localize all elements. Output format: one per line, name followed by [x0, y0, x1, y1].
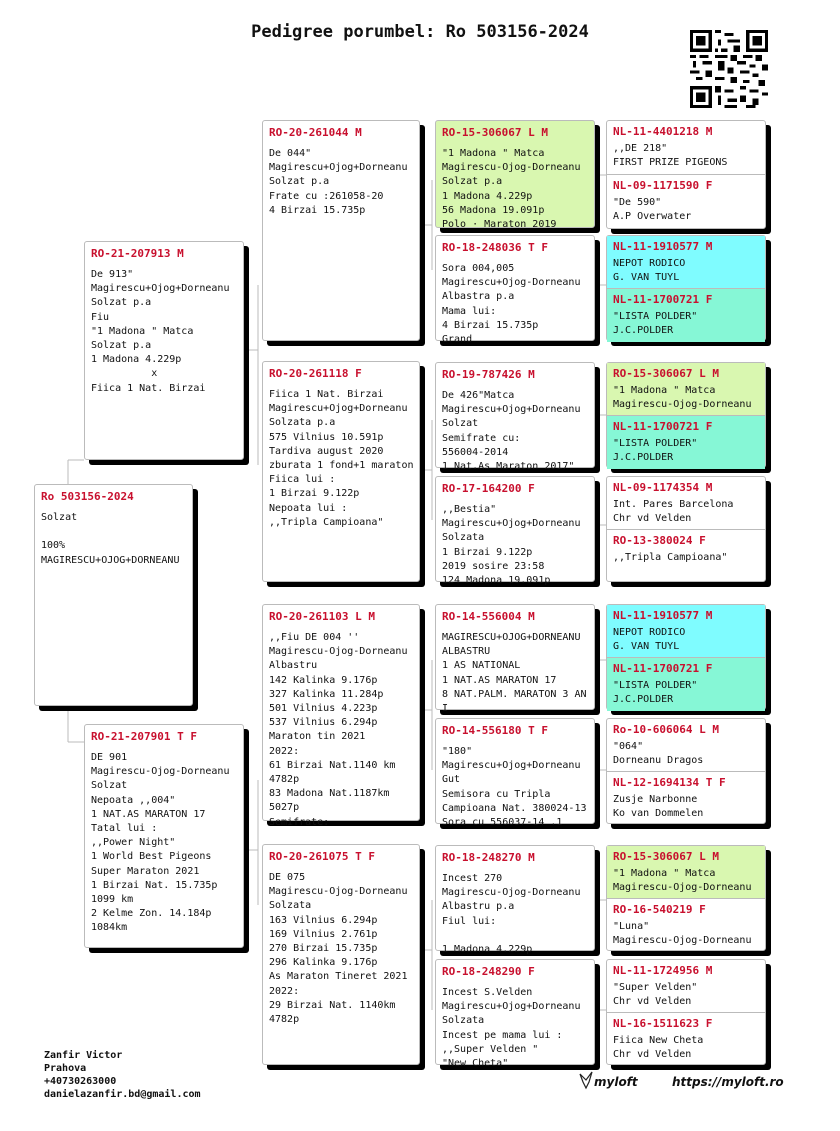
- g4-pigeon-entry[interactable]: [607, 719, 765, 771]
- pigeon-ring-id: NL-11-1700721 F: [613, 420, 713, 433]
- pigeon-ring-id: RO-13-380024 F: [613, 534, 706, 547]
- g4-pair-card-1[interactable]: [606, 120, 766, 229]
- pigeon-details: Zusje Narbonne Ko van Dommelen: [613, 794, 704, 820]
- pigeon-ring-id: NL-11-1700721 F: [613, 293, 713, 306]
- pigeon-details: DE 901 Magirescu-Ojog-Dorneanu Solzat Nepoata ,,004" 1 NAT.AS MARATON 17 Tatal lui : ,,Power Night" 1 World Best Pigeons Super Maraton 2021 1 Birzai Nat. 15.735p 1099 km 2 Kelme Zon. 14.184p 1084km: [91, 752, 230, 934]
- pigeon-details: MAGIRESCU+OJOG+DORNEANU ALBASTRU 1 AS NATIONAL 1 NAT.AS MARATON 17 8 NAT.PALM. MARATON 3 AN I: [442, 632, 587, 715]
- pigeon-details: "Super Velden" Chr vd Velden: [613, 982, 698, 1008]
- pigeon-ring-id: RO-14-556004 M: [442, 610, 535, 623]
- great-grandparent-card-4[interactable]: [435, 476, 595, 587]
- g4-pigeon-entry[interactable]: [607, 960, 765, 1012]
- g4-pigeon-entry[interactable]: [607, 288, 765, 342]
- pigeon-ring-id: RO-18-248290 F: [442, 965, 535, 978]
- pigeon-ring-id: NL-11-4401218 M: [613, 125, 713, 138]
- pigeon-details: Solzat 100% MAGIRESCU+OJOG+DORNEANU: [41, 512, 180, 566]
- page-title: Pedigree porumbel: Ro 503156-2024: [251, 22, 589, 42]
- brand-logo-text: myloft: [594, 1075, 638, 1089]
- pigeon-details: NEPOT RODICO G. VAN TUYL: [613, 627, 686, 653]
- pigeon-ring-id: RO-18-248270 M: [442, 851, 535, 864]
- pigeon-details: De 913" Magirescu+Ojog+Dorneanu Solzat p.a Fiu "1 Madona " Matca Solzat p.a 1 Madona 4.229p x Fiica 1 Nat. Birzai: [91, 269, 230, 394]
- g4-pigeon-entry[interactable]: [607, 771, 765, 825]
- pigeon-details: ,,Bestia" Magirescu+Ojog+Dorneanu Solzata 1 Birzai 9.122p 2019 sosire 23:58 124 Madona 19.091p: [442, 504, 581, 587]
- root-pigeon-card[interactable]: [34, 484, 193, 706]
- pigeon-ring-id: NL-11-1910577 M: [613, 240, 713, 253]
- pigeon-details: "1 Madona " Matca Magirescu-Ojog-Dorneanu: [613, 385, 752, 411]
- great-grandparent-card-8[interactable]: [435, 959, 595, 1070]
- pigeon-ring-id: RO-21-207901 T F: [91, 730, 197, 743]
- great-grandparent-card-2[interactable]: [435, 235, 595, 346]
- pigeon-ring-id: NL-11-1700721 F: [613, 662, 713, 675]
- pigeon-ring-id: NL-16-1511623 F: [613, 1017, 713, 1030]
- pigeon-ring-id: RO-19-787426 M: [442, 368, 535, 381]
- pigeon-details: De 426"Matca Magirescu+Ojog+Dorneanu Solzat Semifrate cu: 556004-2014 1 Nat.As Maraton 2017": [442, 390, 581, 473]
- g4-pigeon-entry[interactable]: [607, 477, 765, 529]
- pigeon-details: ,,Fiu DE 004 '' Magirescu-Ojog-Dorneanu Albastru 142 Kalinka 9.176p 327 Kalinka 11.284p 501 Vilnius 4.223p 537 Vilnius 6.294p Maraton tin 2021 2022: 61 Birzai Nat.1140 km 4782p 83 Madona Nat.1187km 5027p Semifrate:: [269, 632, 408, 828]
- grandparent-card-2[interactable]: [262, 361, 420, 582]
- owner-contact-block: [44, 1049, 201, 1101]
- grandparent-card-4[interactable]: [262, 844, 420, 1065]
- pigeon-details: NEPOT RODICO G. VAN TUYL: [613, 258, 686, 284]
- pigeon-details: Int. Pares Barcelona Chr vd Velden: [613, 499, 734, 525]
- g4-pigeon-entry[interactable]: [607, 236, 765, 288]
- pigeon-details: Fiica New Cheta Chr vd Velden: [613, 1035, 704, 1061]
- pigeon-ring-id: NL-09-1171590 F: [613, 179, 713, 192]
- great-grandparent-card-3[interactable]: [435, 362, 595, 473]
- great-grandparent-card-1[interactable]: [435, 120, 595, 231]
- great-grandparent-card-5[interactable]: [435, 604, 595, 715]
- pigeon-details: "064" Dorneanu Dragos: [613, 741, 704, 767]
- pigeon-details: "LISTA POLDER" J.C.POLDER: [613, 680, 698, 706]
- g4-pigeon-entry[interactable]: [607, 415, 765, 469]
- pigeon-ring-id: NL-11-1724956 M: [613, 964, 713, 977]
- pigeon-details: "Luna" Magirescu-Ojog-Dorneanu: [613, 921, 752, 947]
- pigeon-details: Sora 004,005 Magirescu+Ojog-Dorneanu Albastra p.a Mama lui: 4 Birzai 15.735p Grand: [442, 263, 581, 346]
- pigeon-details: De 044" Magirescu+Ojog+Dorneanu Solzat p.a Frate cu :261058-20 4 Birzai 15.735p: [269, 148, 408, 216]
- pigeon-ring-id: RO-20-261103 L M: [269, 610, 375, 623]
- pigeon-ring-id: RO-15-306067 L M: [613, 367, 719, 380]
- pigeon-ring-id: RO-15-306067 L M: [442, 126, 548, 139]
- pigeon-ring-id: Ro 503156-2024: [41, 490, 134, 503]
- g4-pigeon-entry[interactable]: [607, 363, 765, 415]
- g4-pair-card-8[interactable]: [606, 959, 766, 1065]
- g4-pair-card-5[interactable]: [606, 604, 766, 710]
- dam-card[interactable]: [84, 724, 244, 948]
- pigeon-details: Incest S.Velden Magirescu+Ojog+Dorneanu Solzata Incest pe mama lui : ,,Super Velden " "New Cheta": [442, 987, 581, 1070]
- pigeon-ring-id: RO-15-306067 L M: [613, 850, 719, 863]
- pigeon-details: "LISTA POLDER" J.C.POLDER: [613, 311, 698, 337]
- g4-pair-card-6[interactable]: [606, 718, 766, 824]
- pigeon-ring-id: RO-20-261118 F: [269, 367, 362, 380]
- great-grandparent-card-6[interactable]: [435, 718, 595, 829]
- g4-pigeon-entry[interactable]: [607, 529, 765, 583]
- pigeon-ring-id: RO-20-261044 M: [269, 126, 362, 139]
- pigeon-ring-id: RO-21-207913 M: [91, 247, 184, 260]
- pigeon-ring-id: NL-12-1694134 T F: [613, 776, 726, 789]
- owner-phone[interactable]: +40730263000: [44, 1076, 117, 1087]
- pigeon-details: Fiica 1 Nat. Birzai Magirescu+Ojog+Dorneanu Solzata p.a 575 Vilnius 10.591p Tardiva august 2020 zburata 1 fond+1 maraton Fiica lui : 1 Birzai 9.122p Nepoata lui : ,,Tripla Campioana": [269, 389, 414, 528]
- pigeon-ring-id: Ro-10-606064 L M: [613, 723, 719, 736]
- pigeon-ring-id: RO-14-556180 T F: [442, 724, 548, 737]
- pigeon-details: ,,Tripla Campioana": [613, 552, 728, 563]
- g4-pigeon-entry[interactable]: [607, 605, 765, 657]
- pigeon-details: "1 Madona " Matca Magirescu-Ojog-Dorneanu: [613, 868, 752, 894]
- g4-pigeon-entry[interactable]: [607, 121, 765, 174]
- g4-pigeon-entry[interactable]: [607, 657, 765, 711]
- g4-pair-card-2[interactable]: [606, 235, 766, 341]
- grandparent-card-1[interactable]: [262, 120, 420, 341]
- grandparent-card-3[interactable]: [262, 604, 420, 828]
- g4-pair-card-7[interactable]: [606, 845, 766, 951]
- pigeon-details: Incest 270 Magirescu-Ojog-Dorneanu Albastru p.a Fiul lui: 1 Madona 4.229p: [442, 873, 581, 956]
- g4-pigeon-entry[interactable]: [607, 846, 765, 898]
- g4-pair-card-4[interactable]: [606, 476, 766, 582]
- owner-email[interactable]: danielazanfir.bd@gmail.com: [44, 1089, 201, 1100]
- owner-name: Zanfir Victor: [44, 1050, 123, 1061]
- pigeon-details: "1 Madona " Matca Magirescu-Ojog-Dorneanu Solzat p.a 1 Madona 4.229p 56 Madona 19.091p Polo · Maraton 2019: [442, 148, 581, 231]
- pigeon-ring-id: RO-17-164200 F: [442, 482, 535, 495]
- g4-pigeon-entry[interactable]: [607, 898, 765, 952]
- pigeon-details: ,,DE 218" FIRST PRIZE PIGEONS: [613, 143, 728, 169]
- g4-pigeon-entry[interactable]: [607, 174, 765, 230]
- pigeon-ring-id: NL-09-1174354 M: [613, 481, 713, 494]
- great-grandparent-card-7[interactable]: [435, 845, 595, 956]
- pigeon-ring-id: NL-11-1910577 M: [613, 609, 713, 622]
- pigeon-details: "LISTA POLDER" J.C.POLDER: [613, 438, 698, 464]
- pigeon-ring-id: RO-16-540219 F: [613, 903, 706, 916]
- pigeon-logo-icon: [578, 1070, 594, 1090]
- sire-card[interactable]: [84, 241, 244, 460]
- owner-region: Prahova: [44, 1063, 87, 1074]
- pigeon-ring-id: RO-20-261075 T F: [269, 850, 375, 863]
- g4-pair-card-3[interactable]: [606, 362, 766, 468]
- website-link[interactable]: https://myloft.ro: [672, 1075, 784, 1089]
- g4-pigeon-entry[interactable]: [607, 1012, 765, 1066]
- pigeon-ring-id: RO-18-248036 T F: [442, 241, 548, 254]
- pigeon-details: DE 075 Magirescu-Ojog-Dorneanu Solzata 163 Vilnius 6.294p 169 Vilnius 2.761p 270 Birzai 15.735p 296 Kalinka 9.176p As Maraton Tineret 2021 2022: 29 Birzai Nat. 1140km 4782p: [269, 872, 408, 1026]
- pigeon-details: "180" Magirescu+Ojog+Dorneanu Gut Semisora cu Tripla Campioana Nat. 380024-13 Sora cu 556037-14 .1: [442, 746, 587, 829]
- pigeon-details: "De 590" A.P Overwater: [613, 197, 692, 223]
